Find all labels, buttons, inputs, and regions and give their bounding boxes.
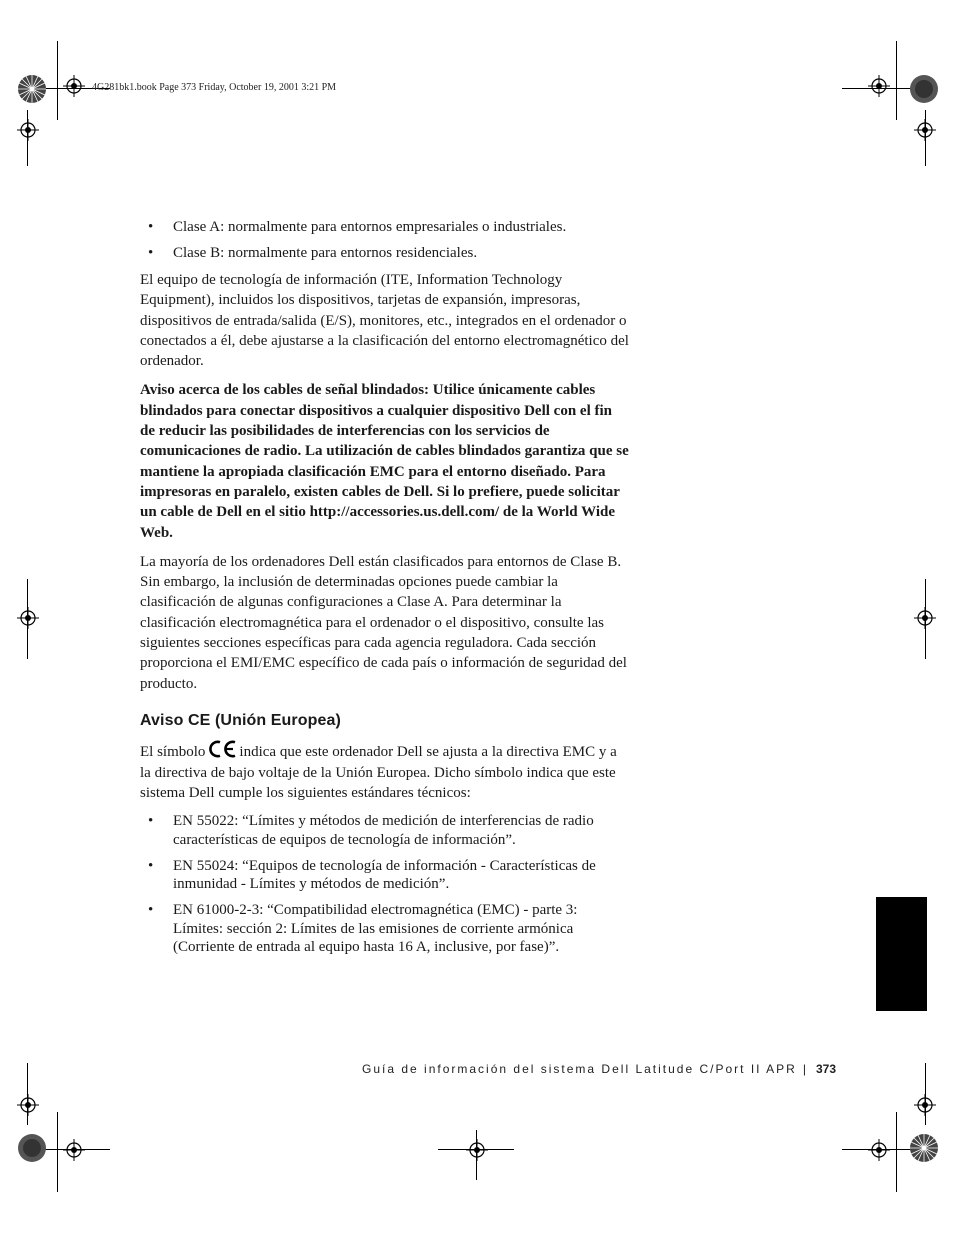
crosshair-mark-icon [17, 607, 39, 629]
print-slug: 4G281bk1.book Page 373 Friday, October 19, 2001 3:21 PM [92, 82, 337, 93]
crop-line-top-left-v [57, 41, 58, 120]
crop-line-top-right-v [896, 41, 897, 120]
crosshair-mark-icon [63, 75, 85, 97]
shielded-cables-notice: Aviso acerca de los cables de señal blindados: Utilice únicamente cables blindados para conectar dispositivos a cualquier dispositivo Dell con el fin de reducir las posibilidades de interferencias con los servicios de comunicaciones de radio. La utilización de cables blindados garantiza que se mantiene la apropiada clasificación EMC para el entorno diseñado. Para impresoras en paralelo, existen cables de Dell. Si lo prefiere, puede solicitar un cable de Dell en el sitio http://accessories.us.dell.com/ de la World Wide Web. [140, 382, 629, 541]
dell-classification-paragraph: La mayoría de los ordenadores Dell están clasificados para entornos de Clase B. Sin embargo, la inclusión de determinadas opciones puede cambiar la clasificación de algunas configuraciones a Clase A. Para determinar la clasificación electromagnética para el ordenador o el dispositivo, consulte las siguientes secciones específicas para cada agencia reguladora. Cada sección proporciona el EMI/EMC específico de cada país o información de seguridad del producto. [140, 553, 627, 692]
list-item: • EN 55022: “Límites y métodos de medición de interferencias de radio características de equipos de tecnología de información”. [148, 813, 594, 848]
list-item: • EN 55024: “Equipos de tecnología de información - Características de inmunidad - Límites y métodos de medición”. [148, 857, 596, 893]
registration-rosette-icon [17, 1133, 47, 1163]
registration-rosette-icon [17, 74, 47, 104]
page-number: 373 [815, 1062, 836, 1076]
footer-separator: | [802, 1062, 806, 1076]
crop-line-bottom-right-v [896, 1112, 897, 1192]
registration-rosette-icon [909, 74, 939, 104]
page-body [140, 218, 630, 964]
registration-rosette-icon [909, 1133, 939, 1163]
crosshair-mark-icon [868, 75, 890, 97]
ite-paragraph: El equipo de tecnología de información (ITE, Information Technology Equipment), incluidos los dispositivos, tarjetas de expansión, impresoras, dispositivos de entrada/salida (E/S), monitores, etc., integrados en el ordenador o conectados a él, debe ajustarse a la clasificación del entorno electromagnético del ordenador. [140, 272, 629, 370]
crosshair-mark-icon [17, 1094, 39, 1116]
list-item: • Clase B: normalmente para entornos residenciales. [148, 245, 478, 261]
crop-line-bottom-left-v [57, 1112, 58, 1192]
standards-bullet-list [140, 812, 630, 957]
footer-title: Guía de información del sistema Dell Latitude C/Port II APR [362, 1062, 797, 1076]
section-heading: Aviso CE (Unión Europea) [140, 711, 341, 729]
ce-mark-icon [207, 740, 237, 758]
section-thumb-tab [876, 897, 927, 1011]
ce-paragraph: El símbolo indica que este ordenador Dell se ajusta a la directiva EMC y a la directiva de bajo voltaje de la Unión Europea. Dicho símbolo indica que este sistema Dell cumple los siguientes estándares técnicos: [140, 740, 630, 803]
crosshair-mark-icon [466, 1139, 488, 1161]
crosshair-mark-icon [914, 1094, 936, 1116]
crosshair-mark-icon [914, 607, 936, 629]
crosshair-mark-icon [914, 119, 936, 141]
crosshair-mark-icon [17, 119, 39, 141]
list-item: • EN 61000-2-3: “Compatibilidad electromagnética (EMC) - parte 3: Límites: sección 2: Límites de las emisiones de corriente armónica (Corriente de entrada al equipo hasta 16 A, inclusive, por fase)”. [148, 902, 578, 956]
class-bullet-list [140, 218, 630, 263]
page-footer [362, 1062, 836, 1076]
crosshair-mark-icon [868, 1139, 890, 1161]
list-item: • Clase A: normalmente para entornos empresariales o industriales. [148, 219, 567, 235]
crosshair-mark-icon [63, 1139, 85, 1161]
